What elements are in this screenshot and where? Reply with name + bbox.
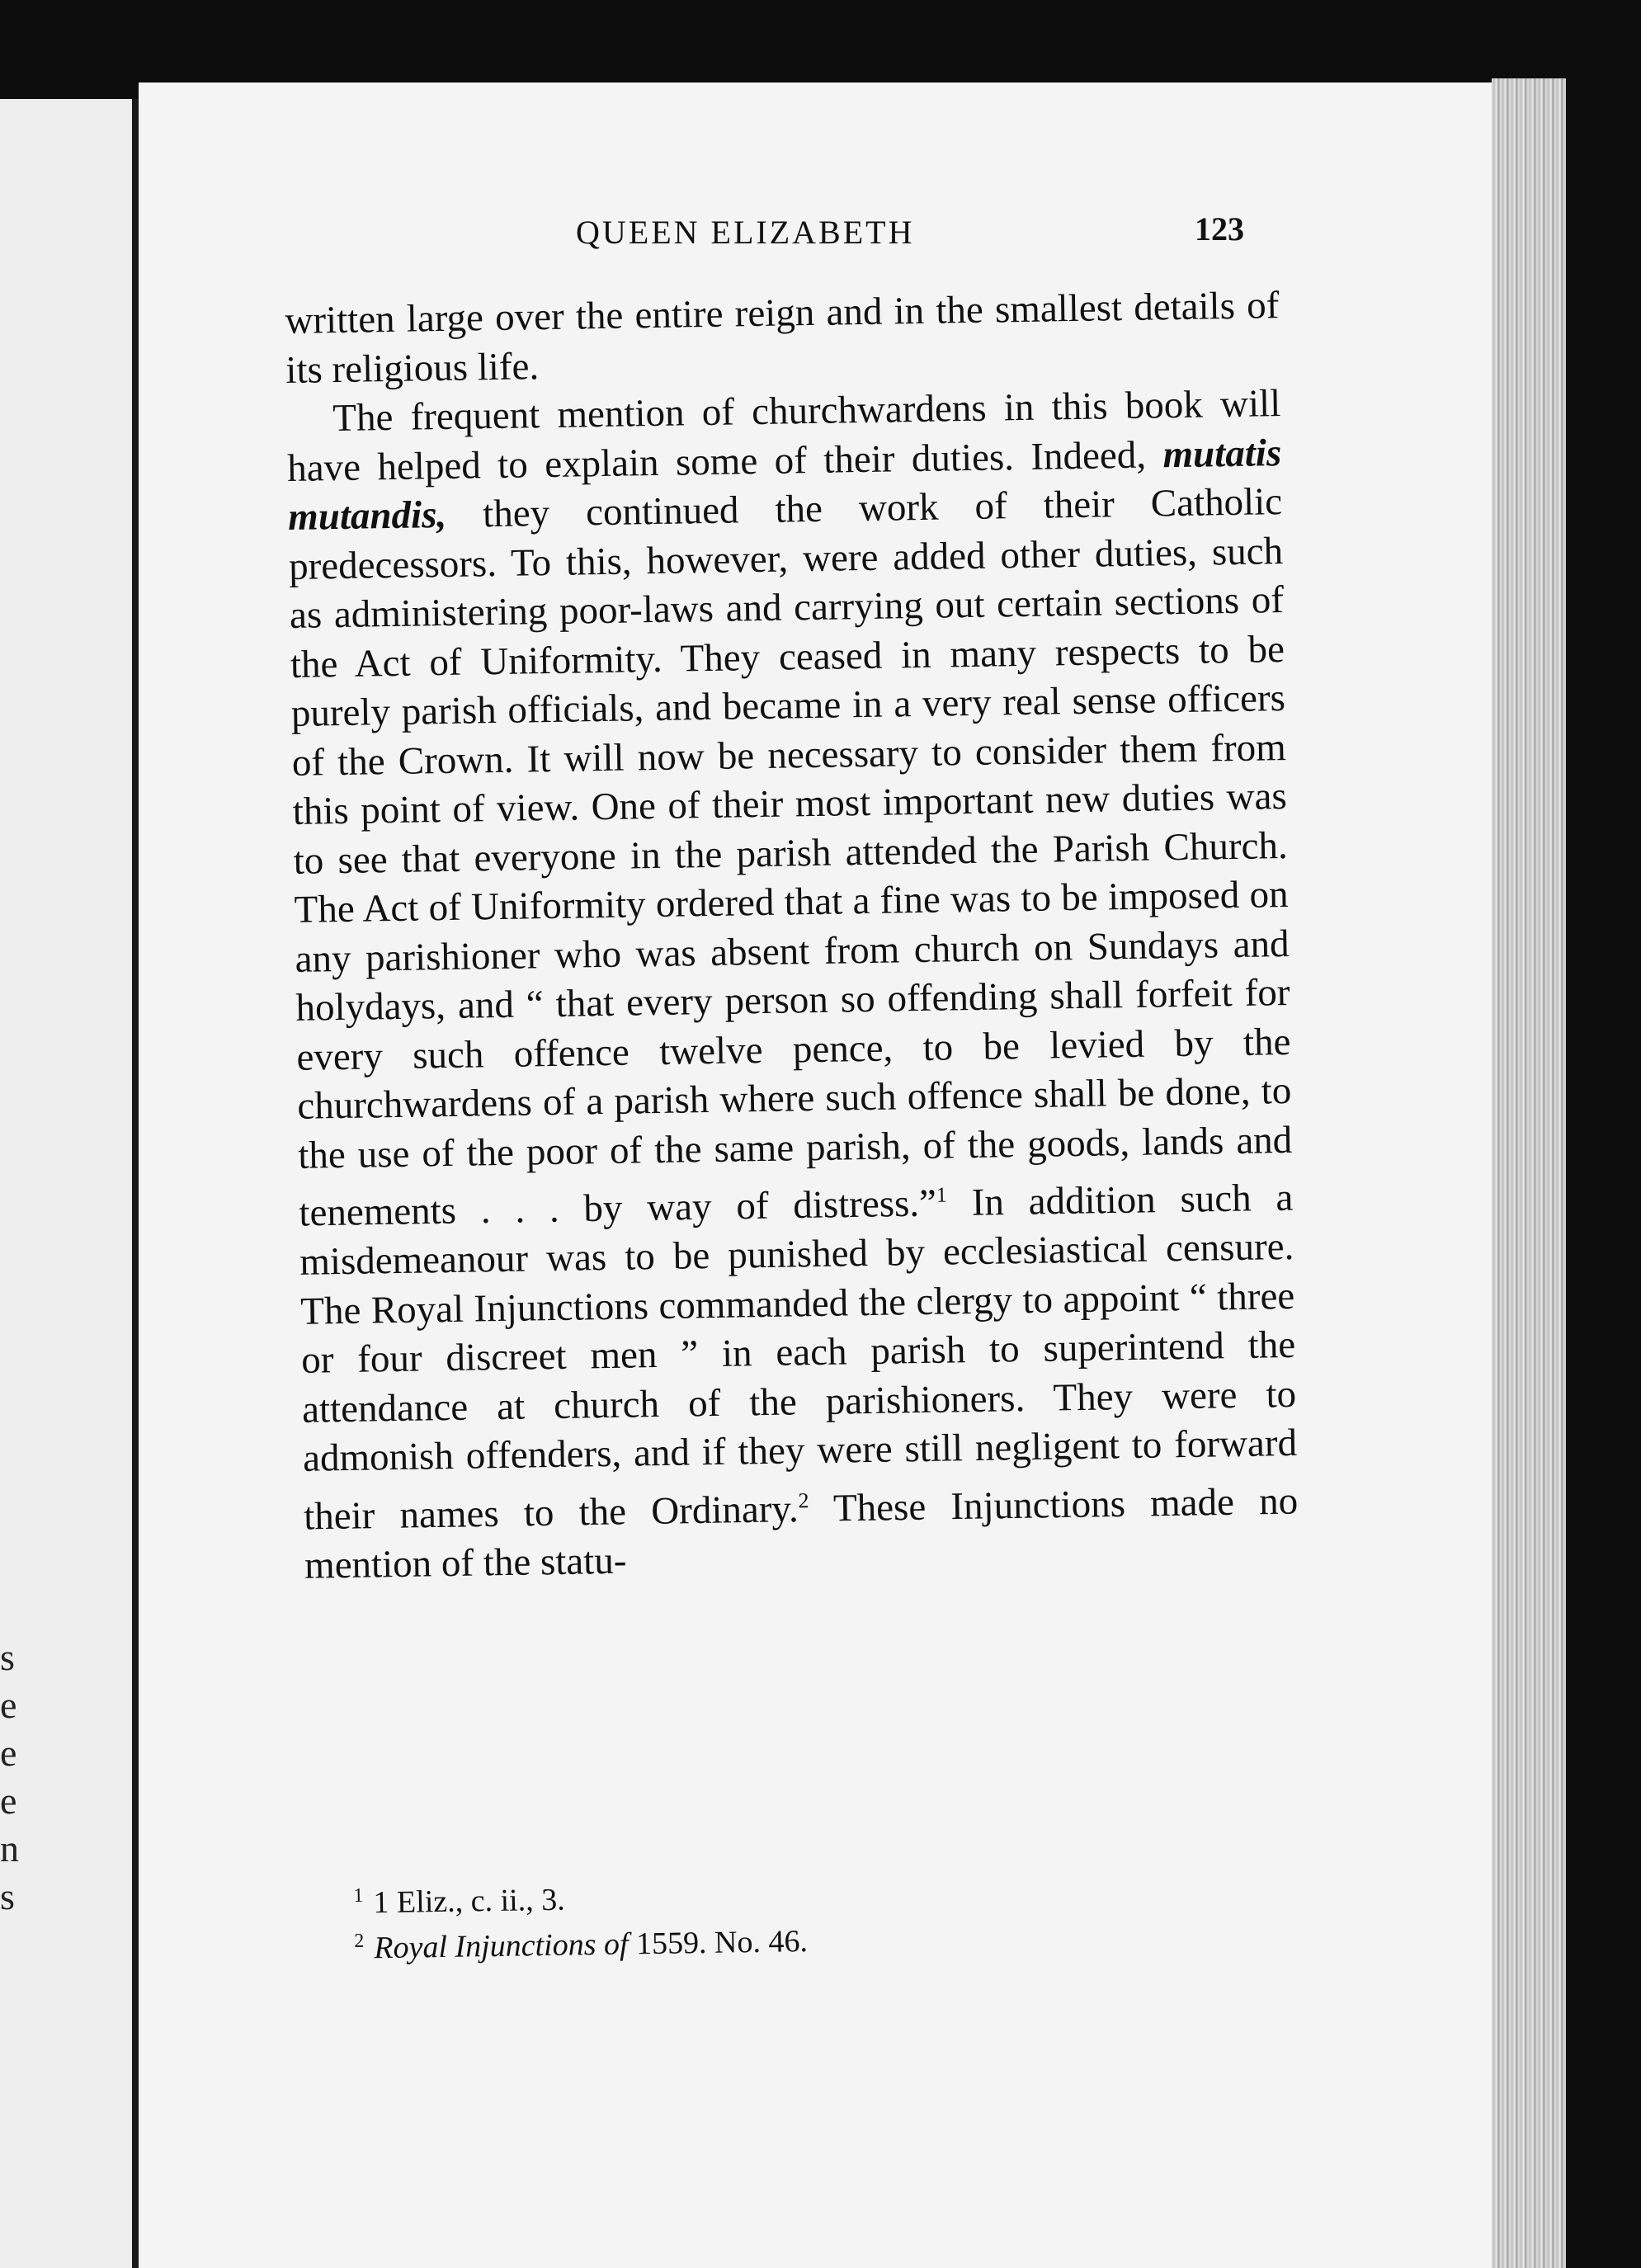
cut-letter: s — [0, 1875, 15, 1917]
cut-letter: e — [0, 1780, 17, 1822]
paragraph-continued: written large over the entire reign and in the smallest details of its religious life. — [285, 284, 1280, 392]
footnote-italic-title: Royal Injunctions of — [374, 1926, 629, 1965]
text-run: they continued the work of their Catholic predecessors. To this, however, were added other duties, such as administering poor-laws and carrying out certain sections of the Act of Uniformity. They ceased in many respects to be purely parish officials, and became in a very real sense officers of the Crown. It will now be necessary to consider them from this point of view. One of their most important new duties was to see that everyone in the parish attended the Parish Church. The Act of Uniformity ordered that a fine was to be imposed on any parishioner who was absent from church on Sundays and holydays, and “ that every person so offending shall forfeit for every such offence twelve pence, to be levied by the churchwardens of a parish where such offence shall be done, to the use of the poor of the same parish, of the goods, lands and tenements . . . by way of distress.” — [288, 480, 1293, 1235]
footnote-text: 1 Eliz., c. ii., 3. — [373, 1882, 565, 1921]
cut-letter: n — [0, 1827, 19, 1870]
paragraph-churchwardens — [286, 380, 1299, 1591]
body-text — [285, 281, 1299, 1591]
footnotes — [353, 1864, 1180, 1967]
footnote-mark: 2 — [354, 1930, 365, 1952]
page-block-edge — [1492, 78, 1566, 2268]
italic-phrase: mutatis mutandis, — [287, 431, 1282, 539]
footnote-mark: 1 — [353, 1884, 364, 1907]
cut-letter: e — [0, 1732, 17, 1774]
text-run: The frequent mention of churchwardens in this book will have helped to explain some of their duties. Indeed, — [286, 382, 1281, 490]
running-title: QUEEN ELIZABETH — [576, 214, 915, 251]
text-run: In addition such a misdemeanour was to be punished by ecclesiastical censure. The Royal Injunctions commanded the clergy to appoint “ three or four discreet men ” in each parish to superintend the attendance at church of the parishioners. They were to admonish offenders, and if they were still negligent to forward their names to the Ordinary. — [299, 1176, 1298, 1539]
page-number: 123 — [1195, 210, 1244, 248]
cut-letter: s — [0, 1636, 15, 1678]
book-gutter — [132, 99, 139, 2268]
left-facing-page — [0, 99, 136, 2268]
text-run: These Injunctions made no mention of the statu- — [304, 1479, 1299, 1587]
left-page-cut-off-text — [0, 1634, 25, 1921]
footnote-reference: 1 — [936, 1182, 947, 1207]
footnote-reference: 2 — [798, 1488, 809, 1513]
cut-letter: e — [0, 1684, 17, 1726]
running-head — [0, 210, 1641, 262]
scan-background — [1566, 78, 1641, 2268]
footnote-text: 1559. No. 46. — [635, 1923, 809, 1961]
